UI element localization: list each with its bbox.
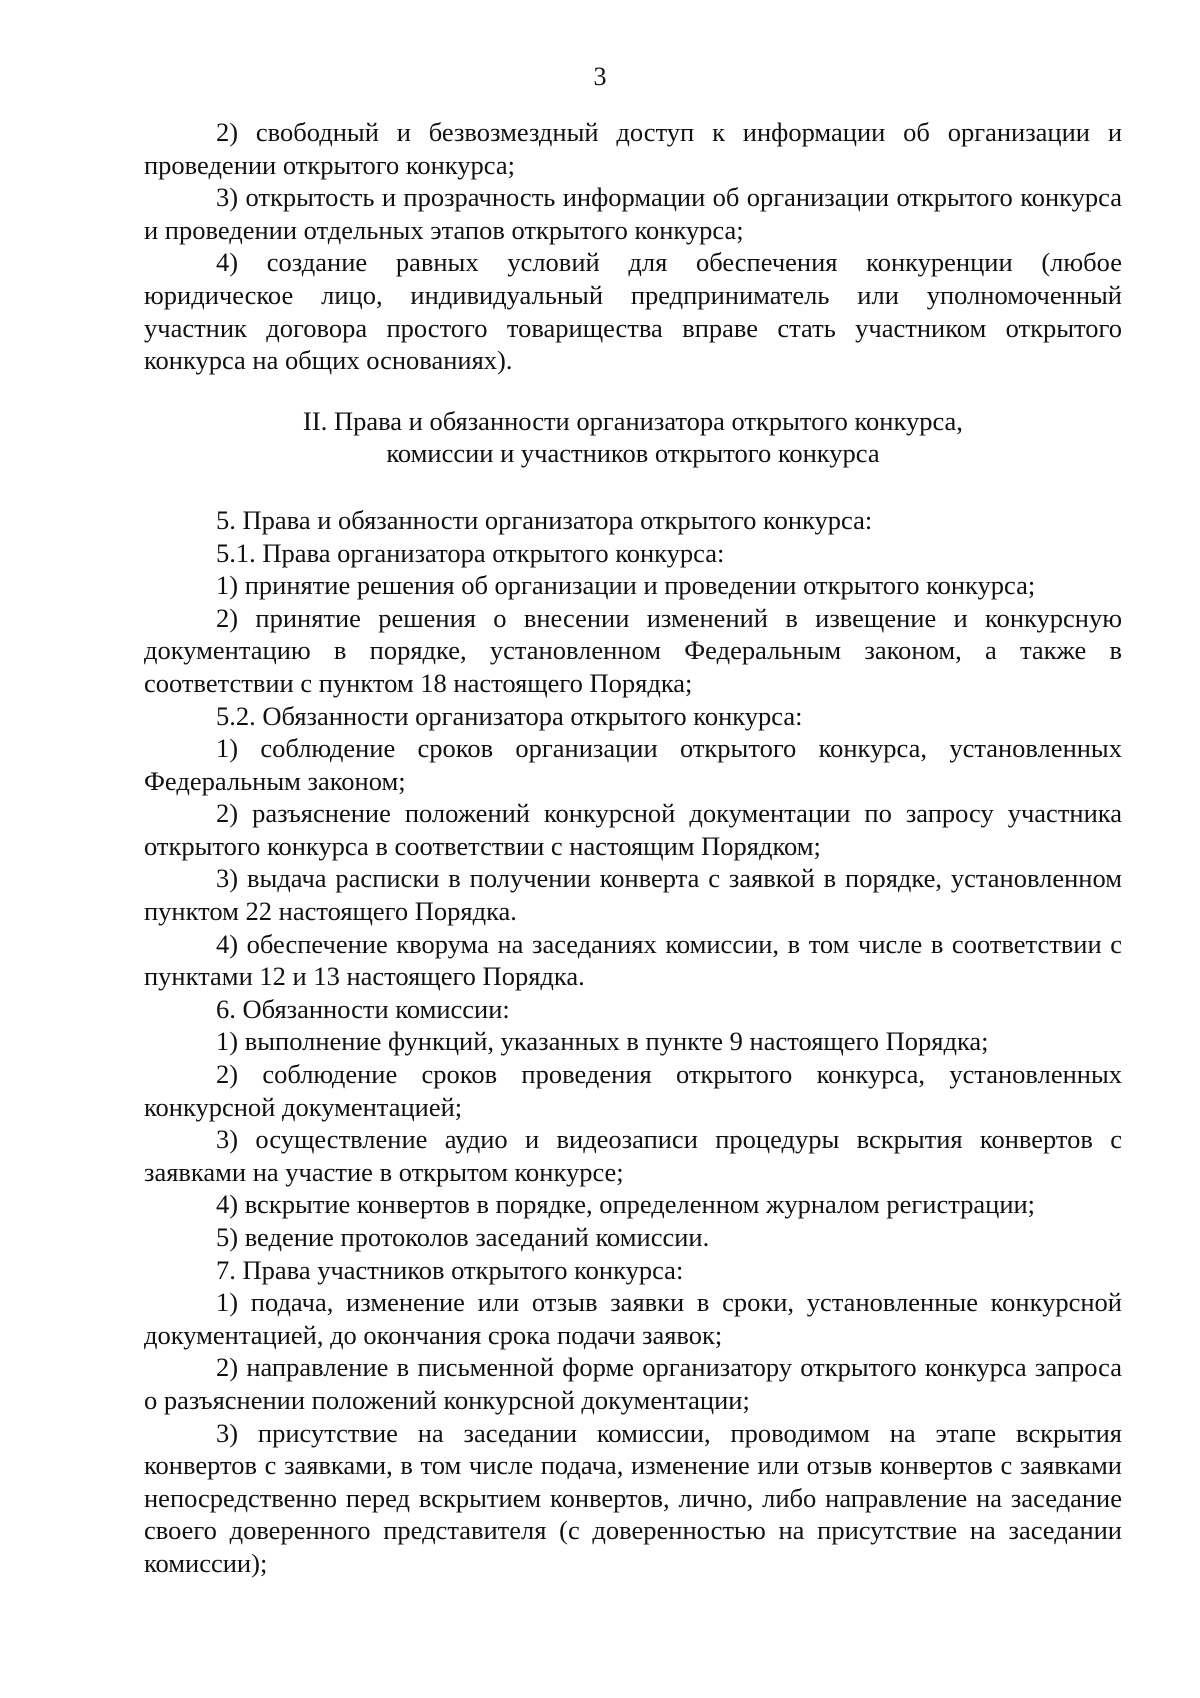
list-item: 2) соблюдение сроков проведения открытого конкурса, установленных конкурсной документацией;	[144, 1059, 1122, 1122]
section-heading-line-2: комиссии и участников открытого конкурса	[386, 438, 880, 469]
list-item: 4) обеспечение кворума на заседаниях комиссии, в том числе в соответствии с пунктами 12 и 13 настоящего Порядка.	[144, 928, 1122, 992]
list-item: 2) принятие решения о внесении изменений в извещение и конкурсную документацию в порядке, установленном Федеральным законом, а также в соответствии с пунктом 18 настоящего Порядка;	[144, 602, 1122, 698]
list-item: 3) открытость и прозрачность информации об организации открытого конкурса и проведении отдельных этапов открытого конкурса;	[144, 182, 1122, 245]
clause-heading: 5. Права и обязанности организатора открытого конкурса:	[216, 504, 873, 535]
list-item: 3) выдача расписки в получении конверта с заявкой в порядке, установленном пунктом 22 настоящего Порядка.	[144, 863, 1122, 927]
document-body	[144, 116, 1122, 1580]
list-item: 3) присутствие на заседании комиссии, проводимом на этапе вскрытия конвертов с заявками, в том числе подача, изменение или отзыв конвертов с заявками непосредственно перед вскрытием конвертов, лично, либо направление на заседание своего доверенного представителя (с доверенностью на присутствие на заседании комиссии);	[144, 1417, 1122, 1578]
list-item: 2) направление в письменной форме организатору открытого конкурса запроса о разъяснении положений конкурсной документации;	[144, 1352, 1122, 1415]
list-item: 2) свободный и безвозмездный доступ к информации об организации и проведении открытого конкурса;	[144, 117, 1122, 180]
section-heading	[144, 405, 1122, 470]
list-item: 1) выполнение функций, указанных в пункте 9 настоящего Порядка;	[216, 1026, 989, 1057]
list-item: 5) ведение протоколов заседаний комиссии.	[216, 1222, 710, 1252]
list-item: 1) принятие решения об организации и проведении открытого конкурса;	[216, 570, 1036, 601]
section-heading-line-1: II. Права и обязанности организатора открытого конкурса,	[303, 405, 963, 436]
list-item: 3) осуществление аудио и видеозаписи процедуры вскрытия конвертов с заявками на участие в открытом конкурсе;	[144, 1124, 1122, 1187]
list-item: 1) соблюдение сроков организации открытого конкурса, установленных Федеральным законом;	[144, 733, 1122, 796]
clause-heading: 5.2. Обязанности организатора открытого конкурса:	[216, 700, 803, 731]
list-item: 4) создание равных условий для обеспечения конкуренции (любое юридическое лицо, индивидуальный предприниматель или уполномоченный участник договора простого товарищества вправе стать участником открытого конкурса на общих основаниях).	[144, 247, 1122, 376]
list-item: 1) подача, изменение или отзыв заявки в сроки, установленные конкурсной документацией, до окончания срока подачи заявок;	[144, 1287, 1122, 1350]
list-item: 2) разъяснение положений конкурсной документации по запросу участника открытого конкурса в соответствии с настоящим Порядком;	[144, 798, 1122, 861]
clause-heading: 7. Права участников открытого конкурса:	[216, 1254, 684, 1285]
clause-heading: 6. Обязанности комиссии:	[216, 993, 510, 1024]
list-item: 4) вскрытие конвертов в порядке, определенном журналом регистрации;	[216, 1189, 1036, 1220]
page-number: 3	[593, 62, 607, 91]
clause-heading: 5.1. Права организатора открытого конкурса:	[216, 537, 725, 568]
